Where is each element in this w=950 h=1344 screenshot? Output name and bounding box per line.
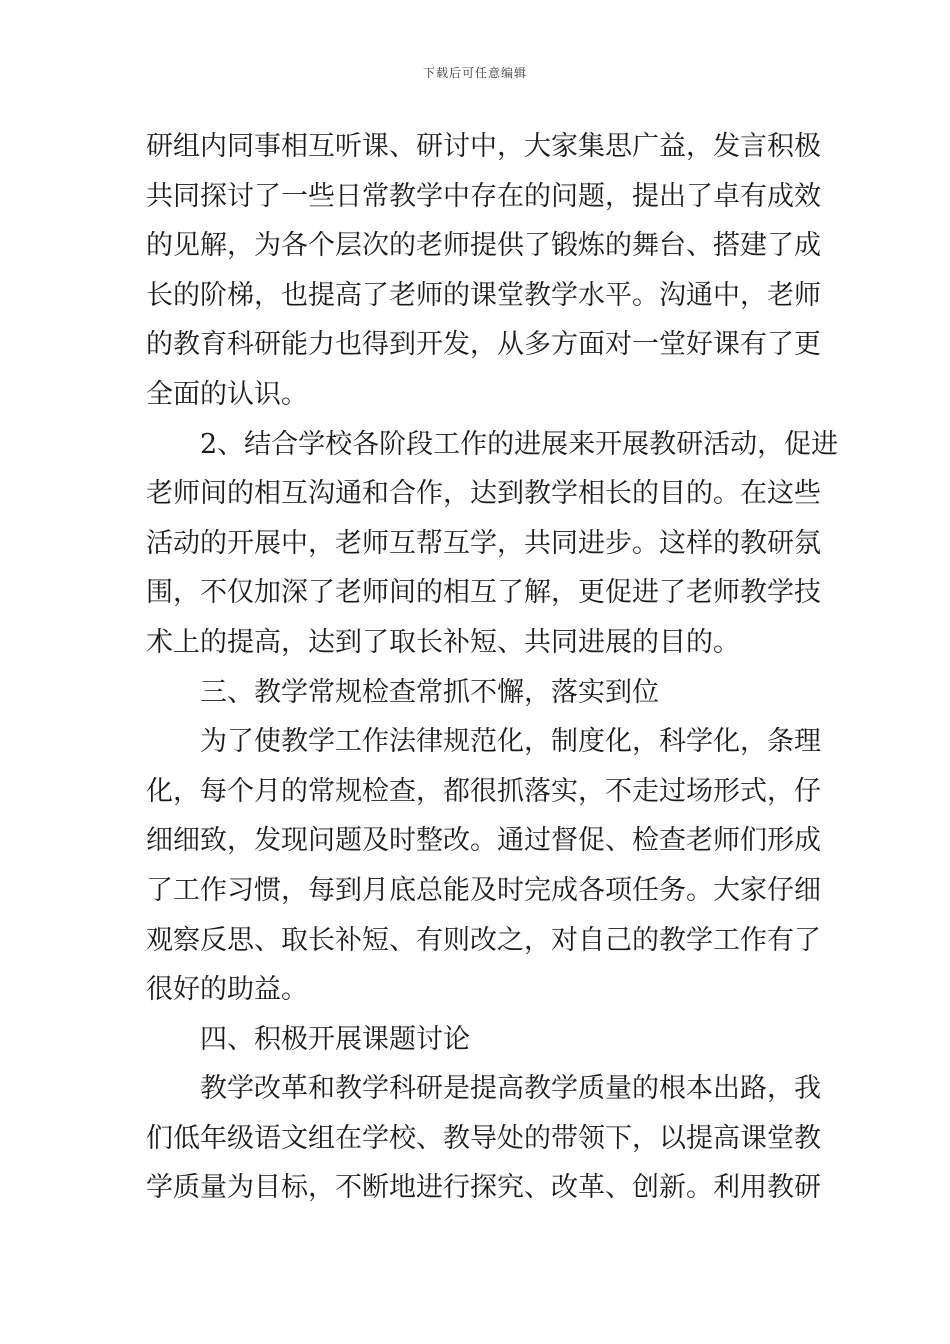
body-text [146,122,839,1213]
text-line: 的见解，为各个层次的老师提供了锻炼的舞台、搭建了成 [146,230,821,262]
text-line: 长的阶梯，也提高了老师的课堂教学水平。沟通中，老师 [146,279,821,311]
text-line: 细细致，发现问题及时整改。通过督促、检查老师们形成 [146,825,821,857]
header-note: 下载后可任意编辑 [422,66,527,80]
text-line: 化，每个月的常规检查，都很抓落实，不走过场形式，仔 [146,775,821,807]
text-line: 学质量为目标，不断地进行探究、改革、创新。利用教研 [146,1172,821,1204]
section-heading: 三、教学常规检查常抓不懈，落实到位 [200,676,659,708]
text-line: 围，不仅加深了老师间的相互了解，更促进了老师教学技 [146,577,821,609]
section-heading: 四、积极开展课题讨论 [200,1023,470,1055]
paragraph-start-line: 为了使教学工作法律规范化，制度化，科学化，条理 [200,726,821,758]
text-line: 老师间的相互沟通和合作，达到教学相长的目的。在这些 [146,478,821,510]
text-line: 共同探讨了一些日常教学中存在的问题，提出了卓有成效 [146,180,821,212]
paragraph-start-line: 2、结合学校各阶段工作的进展来开展教研活动，促进 [200,428,839,460]
paragraph-start-line: 教学改革和教学科研是提高教学质量的根本出路，我 [200,1073,821,1105]
text-line: 们低年级语文组在学校、教导处的带领下，以提高课堂教 [146,1122,821,1154]
text-line: 很好的助益。 [146,974,308,1006]
text-line: 研组内同事相互听课、研讨中，大家集思广益，发言积极 [146,131,821,162]
text-line: 观察反思、取长补短、有则改之，对自己的教学工作有了 [146,924,821,956]
text-line: 全面的认识。 [146,378,308,410]
text-line: 的教育科研能力也得到开发，从多方面对一堂好课有了更 [146,329,821,361]
text-line: 了工作习惯，每到月底总能及时完成各项任务。大家仔细 [146,874,821,906]
text-line: 术上的提高，达到了取长补短、共同进展的目的。 [146,626,740,658]
text-line: 活动的开展中，老师互帮互学，共同进步。这样的教研氛 [146,527,821,559]
